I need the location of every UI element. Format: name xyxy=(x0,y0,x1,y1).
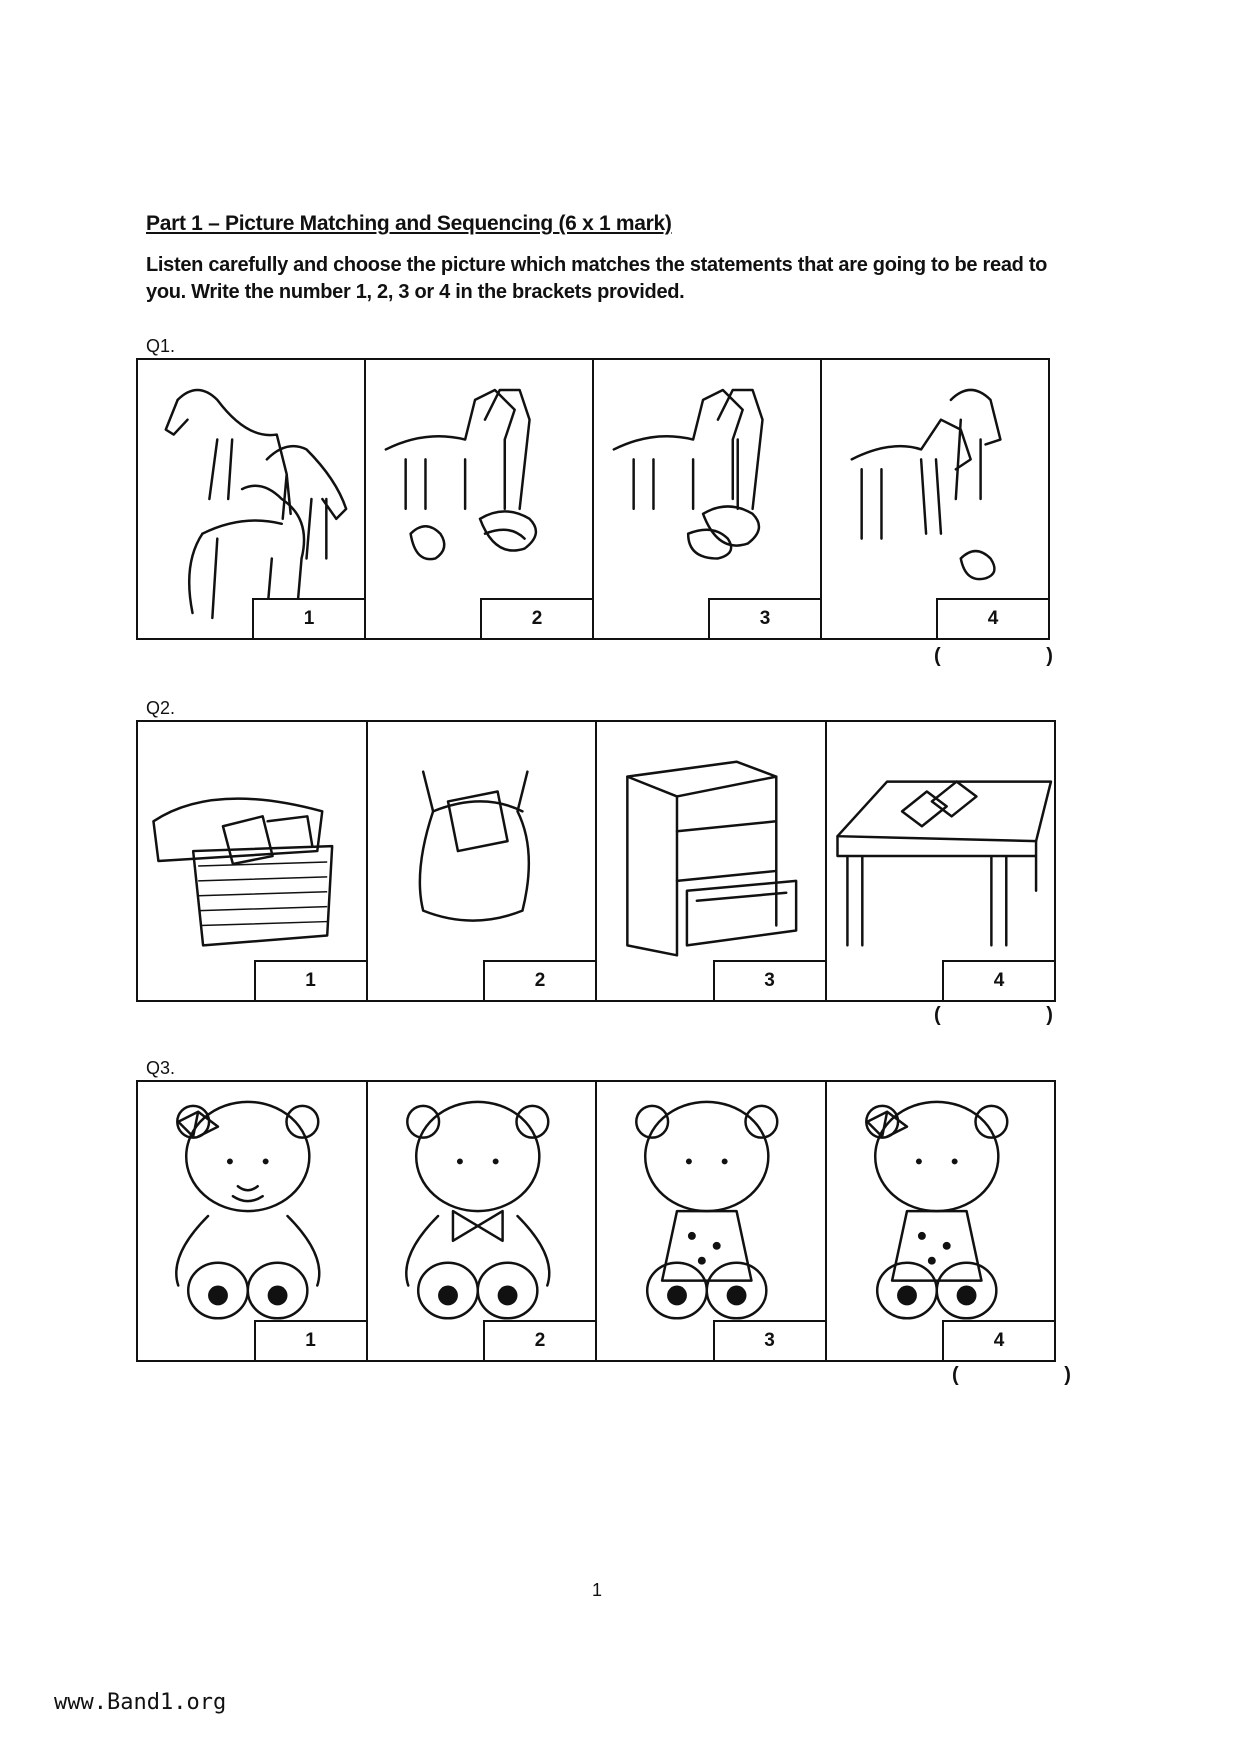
q2-option-2-panel xyxy=(368,722,598,1000)
question-label-q1: Q1. xyxy=(146,336,176,356)
page-number: 1 xyxy=(592,1580,603,1600)
q1-option-1-number: 1 xyxy=(252,598,364,638)
q1-picture-row xyxy=(136,358,1050,640)
q3-option-2-panel xyxy=(368,1082,598,1360)
teddy-bear-dotted-dress-image xyxy=(597,1082,825,1360)
q3-option-3-number: 3 xyxy=(713,1320,825,1360)
teddy-bear-neck-bow-image xyxy=(368,1082,596,1360)
q1-option-3-number: 3 xyxy=(708,598,820,638)
q2-option-4-number: 4 xyxy=(942,960,1054,1000)
q2-option-1-panel xyxy=(138,722,368,1000)
q3-option-4-number: 4 xyxy=(942,1320,1054,1360)
q3-answer-brackets[interactable]: ( ) xyxy=(952,1364,1121,1386)
question-label-q3: Q3. xyxy=(146,1058,176,1078)
drawer-cabinet-image xyxy=(597,722,825,1000)
goats-pigs-rabbit-image xyxy=(366,360,592,638)
q1-option-1-panel xyxy=(138,360,366,638)
section-heading: Part 1 – Picture Matching and Sequencing (6 x 1 mark) xyxy=(146,212,672,235)
instructions: Listen carefully and choose the picture which matches the statements that are going to be read to you. Write the number 1, 2, 3 or 4 in the brackets provided. xyxy=(146,254,1048,303)
teddy-bear-bow-dotted-dress-image xyxy=(827,1082,1055,1360)
q2-option-3-number: 3 xyxy=(713,960,825,1000)
bag-image xyxy=(368,722,596,1000)
footer-url: www.Band1.org xyxy=(54,1690,227,1715)
horses-image xyxy=(138,360,364,638)
q1-option-4-panel xyxy=(822,360,1048,638)
q3-option-1-panel xyxy=(138,1082,368,1360)
horses-rabbit-image xyxy=(822,360,1048,638)
treasure-chest-image xyxy=(138,722,366,1000)
q3-picture-row xyxy=(136,1080,1056,1362)
q3-option-4-panel xyxy=(827,1082,1055,1360)
q1-option-2-panel xyxy=(366,360,594,638)
q3-option-2-number: 2 xyxy=(483,1320,595,1360)
q2-picture-row xyxy=(136,720,1056,1002)
teddy-bear-bow-dotted-bow-image xyxy=(138,1082,366,1360)
q1-answer-brackets[interactable]: ( ) xyxy=(934,645,1103,667)
q3-option-1-number: 1 xyxy=(254,1320,366,1360)
q1-option-2-number: 2 xyxy=(480,598,592,638)
q1-option-3-panel xyxy=(594,360,822,638)
q2-option-3-panel xyxy=(597,722,827,1000)
table-image xyxy=(827,722,1055,1000)
q3-option-3-panel xyxy=(597,1082,827,1360)
goats-pigs-image xyxy=(594,360,820,638)
q2-option-2-number: 2 xyxy=(483,960,595,1000)
q2-answer-brackets[interactable]: ( ) xyxy=(934,1004,1103,1026)
question-label-q2: Q2. xyxy=(146,698,176,718)
q2-option-1-number: 1 xyxy=(254,960,366,1000)
q1-option-4-number: 4 xyxy=(936,598,1048,638)
q2-option-4-panel xyxy=(827,722,1055,1000)
